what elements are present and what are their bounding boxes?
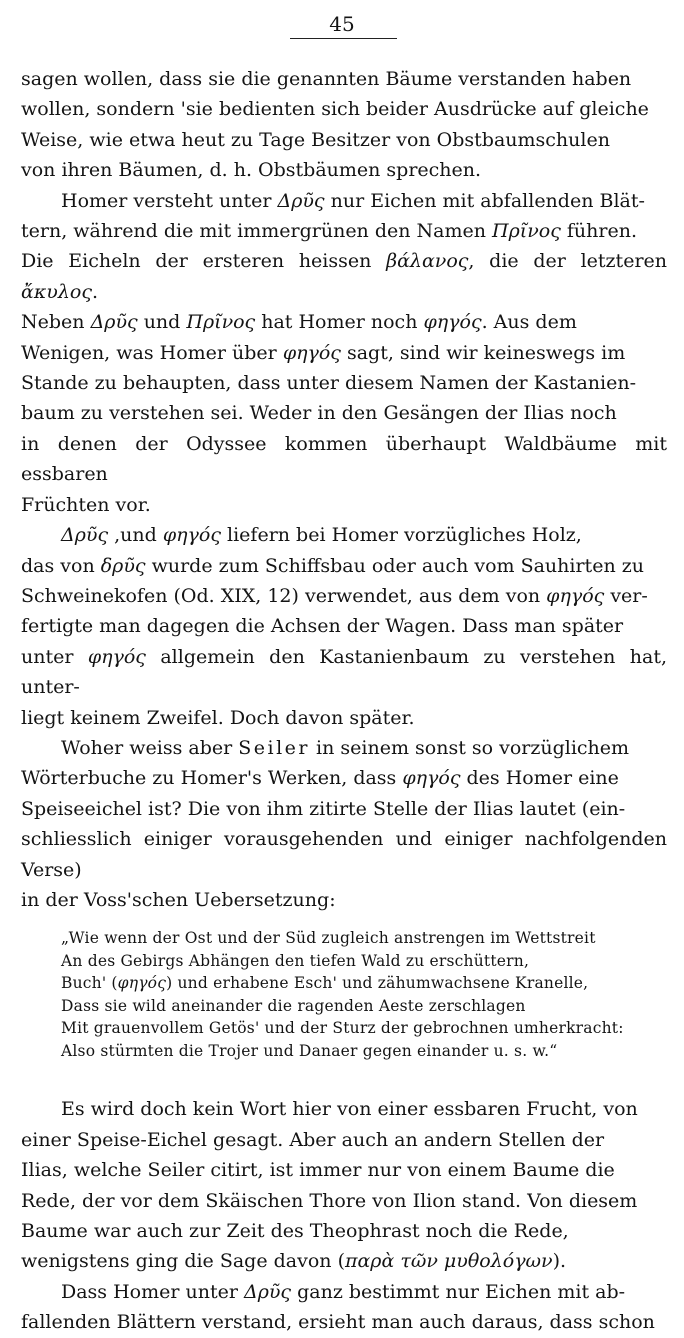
text-line: fertigte man dagegen die Achsen der Wagen. Dass man später [21, 615, 624, 638]
text-line: Weise, wie etwa heut zu Tage Besitzer von Obstbaumschulen [21, 128, 610, 151]
text-line: einer Speise-Eichel gesagt. Aber auch an andern Stellen der [21, 1128, 605, 1151]
text-fragment: allgemein den Kastanienbaum zu verstehen hat, unter- [21, 645, 667, 699]
text-fragment: sagt, sind wir keineswegs im [340, 341, 626, 364]
text-fragment: ). [552, 1250, 567, 1273]
greek-phrase: παρὰ τῶν μυθολόγων [344, 1250, 553, 1273]
text-line [21, 581, 667, 611]
text-fragment: , die der letzteren [468, 250, 668, 273]
text-fragment: in seinem sonst so vorzüglichem [310, 736, 630, 759]
verse-line: Mit grauenvollem Getös' und der Sturz der gebrochnen umherkracht: [61, 1019, 624, 1038]
text-fragment: Dass Homer unter [61, 1280, 244, 1303]
text-fragment: liefern bei Homer vorzügliches Holz, [220, 524, 582, 547]
text-line: Rede, der vor dem Skäischen Thore von Ilion stand. Von diesem [21, 1189, 638, 1212]
text-line: Stande zu behaupten, dass unter diesem Namen der Kastanien- [21, 372, 637, 395]
text-line [21, 1246, 667, 1276]
text-fragment: Wenigen, was Homer über [21, 341, 283, 364]
text-fragment: ver- [604, 584, 648, 607]
text-line [21, 1277, 667, 1307]
greek-word: φηγός [87, 645, 146, 668]
text-line [21, 733, 667, 763]
text-fragment: führen. [560, 220, 637, 243]
text-line [21, 551, 667, 581]
verse-line: „Wie wenn der Ost und der Süd zugleich anstrengen im Wettstreit [61, 929, 596, 948]
verse-line: Dass sie wild aneinander die ragenden Aeste zerschlagen [61, 996, 526, 1015]
text-line [21, 642, 667, 703]
text-line: liegt keinem Zweifel. Doch davon später. [21, 706, 415, 729]
text-fragment: . Aus dem [481, 311, 577, 334]
greek-word: φηγός [402, 767, 461, 790]
text-line: baum zu verstehen sei. Weder in den Gesängen der Ilias noch [21, 402, 617, 425]
greek-word: Πρῖνος [492, 220, 561, 243]
text-fragment: Homer versteht unter [61, 189, 278, 212]
paragraph-4 [21, 733, 667, 915]
text-line: Speiseeichel ist? Die von ihm zitirte Stelle der Ilias lautet (ein- [21, 797, 626, 820]
text-line: fallenden Blättern verstand, ersieht man auch daraus, dass schon [21, 1311, 655, 1334]
greek-word: φηγός [282, 341, 341, 364]
text-fragment: nur Eichen mit abfallenden Blät- [324, 189, 645, 212]
text-line [21, 338, 667, 368]
text-fragment: Die Eicheln der ersteren heissen [21, 250, 387, 273]
greek-word: φηγός [117, 974, 167, 993]
greek-word: Δρῦς [61, 524, 109, 547]
greek-word: Πρῖνος [186, 311, 256, 334]
text-fragment: Schweinekofen (Od. XIX, 12) verwendet, aus dem von [21, 584, 547, 607]
spaced-name: Seiler [238, 736, 311, 759]
paragraph-6 [21, 1277, 667, 1338]
text-fragment: hat Homer noch [255, 311, 424, 334]
text-line: in denen der Odyssee kommen überhaupt Waldbäume mit essbaren [21, 432, 667, 486]
paragraph-1 [21, 64, 667, 186]
text-line [21, 520, 667, 550]
paragraph-2 [21, 186, 667, 520]
paragraph-5 [21, 1094, 667, 1276]
text-line [21, 307, 667, 337]
text-fragment: und [137, 311, 187, 334]
text-line: Früchten vor. [21, 493, 151, 516]
text-fragment: Neben [21, 311, 91, 334]
verse-line: Also stürmten die Trojer und Danaer gegen einander u. s. w.“ [61, 1041, 558, 1060]
text-line: sagen wollen, dass sie die genannten Bäume verstanden haben [21, 68, 632, 90]
text-line: schliesslich einiger vorausgehenden und einiger nachfolgenden Verse) [21, 828, 667, 881]
body-text [21, 64, 667, 1338]
page-number: 45 [329, 12, 355, 36]
verse-quote [61, 927, 667, 1062]
header-rule [290, 38, 397, 39]
text-fragment: Buch' ( [61, 974, 118, 993]
text-fragment: Wörterbuche zu Homer's Werken, dass [21, 767, 403, 790]
greek-word: φηγός [546, 584, 605, 607]
text-fragment: tern, während die mit immergrünen den Namen [21, 220, 493, 243]
text-line [21, 246, 667, 307]
text-fragment: unter [21, 645, 88, 668]
verse-line: An des Gebirgs Abhängen den tiefen Wald zu erschüttern, [61, 951, 530, 970]
greek-word: Δρῦς [277, 189, 325, 212]
text-line: Baume war auch zur Zeit des Theophrast noch die Rede, [21, 1220, 569, 1242]
text-fragment: wurde zum Schiffsbau oder auch vom Sauhirten zu [145, 554, 644, 577]
greek-word: δρῦς [100, 554, 146, 577]
text-line [21, 763, 667, 793]
text-fragment: das von [21, 554, 101, 577]
text-fragment: ganz bestimmt nur Eichen mit ab- [291, 1280, 626, 1303]
text-line: in der Voss'schen Uebersetzung: [21, 888, 336, 911]
text-fragment: ) und erhabene Esch' und zähumwachsene Kranelle, [166, 974, 589, 993]
text-fragment: Woher weiss aber [61, 736, 239, 759]
greek-word: βάλανος [386, 250, 469, 273]
greek-word: ἄκυλος [21, 280, 92, 303]
paragraph-3 [21, 520, 667, 733]
text-line: Es wird doch kein Wort hier von einer essbaren Frucht, von [61, 1098, 638, 1121]
greek-word: φηγός [162, 524, 221, 547]
text-line [21, 186, 667, 216]
text-fragment: des Homer eine [460, 767, 619, 790]
text-line: von ihren Bäumen, d. h. Obstbäumen sprechen. [21, 159, 482, 182]
text-line [21, 216, 667, 246]
greek-word: Δρῦς [90, 311, 138, 334]
text-line: Ilias, welche Seiler citirt, ist immer nur von einem Baume die [21, 1159, 615, 1182]
text-line: wollen, sondern 'sie bedienten sich beider Ausdrücke auf gleiche [21, 98, 649, 121]
text-fragment: ,und [108, 524, 163, 547]
text-fragment: wenigstens ging die Sage davon ( [21, 1250, 345, 1273]
text-fragment: . [91, 280, 99, 303]
greek-word: φηγός [423, 311, 482, 334]
greek-word: Δρῦς [243, 1280, 292, 1303]
verse-line [61, 972, 667, 995]
